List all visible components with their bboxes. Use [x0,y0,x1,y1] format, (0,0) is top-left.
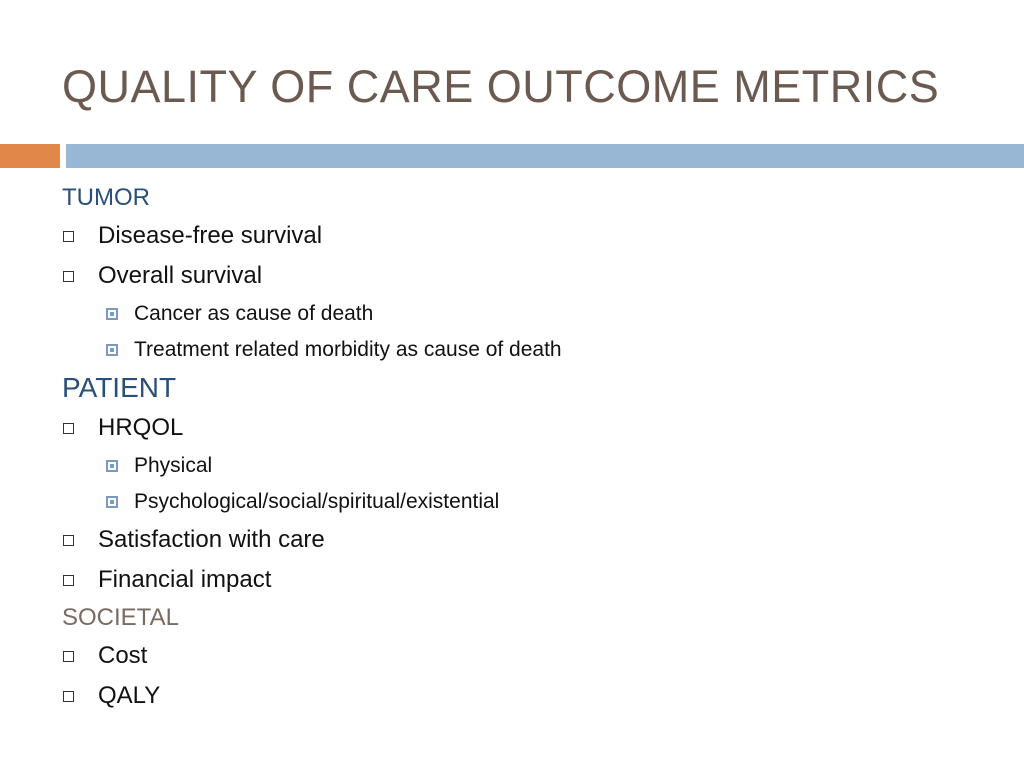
sub-list-item-label: Treatment related morbidity as cause of death [134,338,562,361]
section-heading-societal: SOCIETAL [62,604,179,631]
checkbox-bullet-icon [63,575,74,586]
sub-list-item [62,296,1002,332]
list-item-label: Disease-free survival [98,222,323,249]
list-item [62,216,1002,256]
sub-list-item-label: Physical [134,454,213,477]
list-item-label: Financial impact [98,566,272,593]
sub-list-item [62,448,1002,484]
square-bullet-icon [106,308,118,320]
list-item [62,408,1002,448]
list-item [62,560,1002,600]
checkbox-bullet-icon [63,691,74,702]
sub-list-item-label: Psychological/social/spiritual/existential [134,490,500,513]
list-item-label: Cost [98,642,148,669]
square-bullet-icon [106,496,118,508]
checkbox-bullet-icon [63,271,74,282]
slide-title: QUALITY OF CARE OUTCOME METRICS [62,61,940,112]
list-item-label: Overall survival [98,262,263,289]
checkbox-bullet-icon [63,231,74,242]
accent-bar-blue [66,144,1024,168]
section-heading-tumor: TUMOR [62,184,150,211]
sub-list-item [62,484,1002,520]
checkbox-bullet-icon [63,423,74,434]
list-item-label: Satisfaction with care [98,526,325,553]
list-item [62,636,1002,676]
list-item-label: HRQOL [98,414,184,441]
checkbox-bullet-icon [63,651,74,662]
slide-content [62,180,1002,716]
list-item-label: QALY [98,682,161,709]
accent-bar-orange [0,144,60,168]
section-heading-patient: PATIENT [62,372,177,403]
checkbox-bullet-icon [63,535,74,546]
list-item [62,520,1002,560]
square-bullet-icon [106,344,118,356]
list-item [62,256,1002,296]
list-item [62,676,1002,716]
square-bullet-icon [106,460,118,472]
sub-list-item [62,332,1002,368]
sub-list-item-label: Cancer as cause of death [134,302,374,325]
